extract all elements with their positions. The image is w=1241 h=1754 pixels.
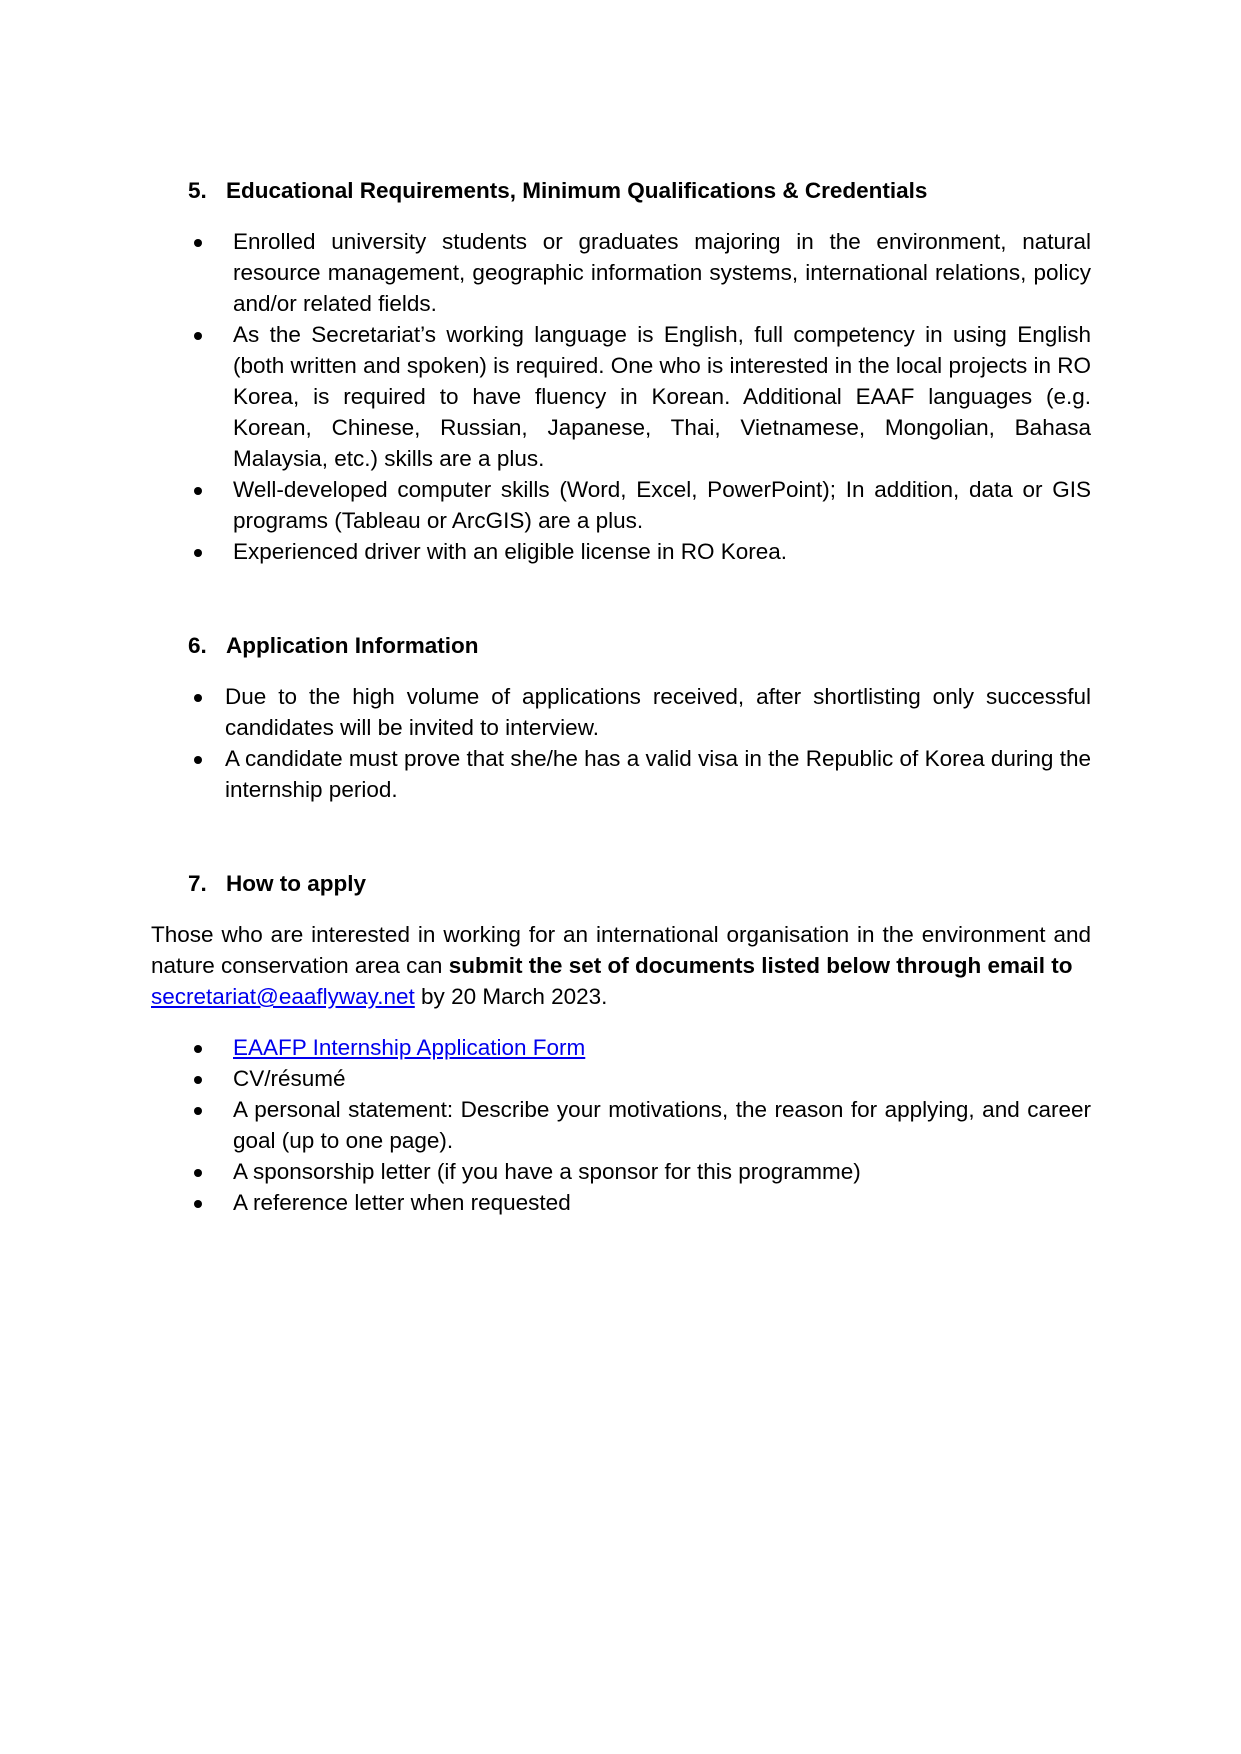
list-item <box>151 536 1091 567</box>
list-item-text: Due to the high volume of applications received, after shortlisting only successful candidates will be invited to interview. <box>225 684 1091 740</box>
section-6-heading <box>151 630 1091 661</box>
bullet-icon <box>194 487 202 495</box>
bullet-icon <box>194 1045 202 1053</box>
section-6-title: Application Information <box>226 633 479 658</box>
list-item <box>151 319 1091 474</box>
how-to-apply-paragraph <box>151 919 1091 1012</box>
list-item <box>151 474 1091 536</box>
list-item <box>151 1156 1091 1187</box>
section-6-number: 6. <box>188 633 207 658</box>
intro-bold-text: submit the set of documents listed below through email to <box>448 953 1073 978</box>
bullet-icon <box>194 694 202 702</box>
list-item <box>151 1032 1091 1063</box>
section-7-title: How to apply <box>226 871 366 896</box>
email-link[interactable]: secretariat@eaaflyway.net <box>151 984 415 1009</box>
intro-text: Those who are interested in working for an international organisation in the environment and nature conservation area can <box>151 922 1091 978</box>
deadline-text: by 20 March 2023. <box>414 984 608 1009</box>
bullet-icon <box>194 549 202 557</box>
list-item-text: Well-developed computer skills (Word, Excel, PowerPoint); In addition, data or GIS programs (Tableau or ArcGIS) are a plus. <box>233 477 1091 533</box>
list-item-text: A personal statement: Describe your motivations, the reason for applying, and career goal (up to one page). <box>233 1097 1091 1153</box>
list-item <box>151 226 1091 319</box>
section-5-list <box>151 226 1091 567</box>
list-item-text: A candidate must prove that she/he has a valid visa in the Republic of Korea during the internship period. <box>225 746 1091 802</box>
section-5-number: 5. <box>188 178 207 203</box>
list-item-text: As the Secretariat’s working language is English, full competency in using English (both written and spoken) is required. One who is interested in the local projects in RO Korea, is required to have fluency in Korean. Additional EAAF languages (e.g. Korean, Chinese, Russian, Japanese, Thai, Vietnamese, Mongolian, Bahasa Malaysia, etc.) skills are a plus. <box>233 322 1091 471</box>
section-7-heading <box>151 868 1091 899</box>
section-6-list <box>151 681 1091 805</box>
list-item <box>151 1187 1091 1218</box>
document-content <box>151 175 1091 1218</box>
bullet-icon <box>194 1200 202 1208</box>
bullet-icon <box>194 1076 202 1084</box>
list-item-text: Experienced driver with an eligible license in RO Korea. <box>233 539 788 564</box>
list-item <box>151 743 1091 805</box>
list-item <box>151 1094 1091 1156</box>
section-7-number: 7. <box>188 871 207 896</box>
list-item <box>151 1063 1091 1094</box>
list-item-text: Enrolled university students or graduates majoring in the environment, natural resource management, geographic information systems, international relations, policy and/or related fields. <box>233 229 1091 316</box>
section-5-heading <box>151 175 1091 206</box>
bullet-icon <box>194 1107 202 1115</box>
section-5-title: Educational Requirements, Minimum Qualifications & Credentials <box>226 178 928 203</box>
list-item-text: A sponsorship letter (if you have a sponsor for this programme) <box>233 1159 861 1184</box>
bullet-icon <box>194 332 202 340</box>
list-item-text: A reference letter when requested <box>233 1190 571 1215</box>
bullet-icon <box>194 1169 202 1177</box>
list-item-text: CV/résumé <box>233 1066 346 1091</box>
application-form-link[interactable]: EAAFP Internship Application Form <box>233 1035 586 1060</box>
bullet-icon <box>194 239 202 247</box>
list-item <box>151 681 1091 743</box>
section-7-list <box>151 1032 1091 1218</box>
bullet-icon <box>194 756 202 764</box>
